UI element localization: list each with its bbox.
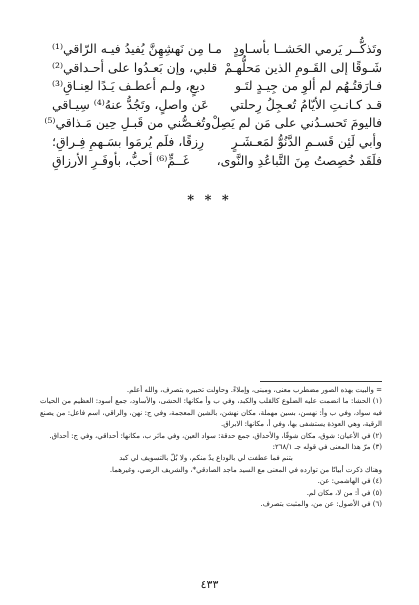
footnote-rule (260, 381, 382, 382)
hemistich-left: قلبي، وإن بَعـدُوا على أحـداقي⁽²⁾ (52, 59, 218, 75)
footnote-6: (٦) في الأصول: عن من، والمثبت بتصرف. (260, 500, 382, 509)
footnote-3: (٣) مرّ هذا المعنى في قوله جـ ٢٦٨/١: (272, 443, 382, 452)
verse-6 (52, 133, 382, 152)
hemistich-right: شَـوقًا إلى القَـومِ الذين مَحلُّهـمْ (224, 59, 382, 75)
footnote-2: (٢) في الأعيان: شوق، مكان شوقًا، والأحداق، جمع حدقة: سواد العين، وفي ماثر ب، مكانها: أحداقي، وفي ج: أحداق. (49, 431, 382, 440)
hemistich-left: ديعٍ، ولـم أعطـف يَـدًا لعِنـاقِ⁽³⁾ (52, 78, 206, 94)
hemistich-right: وأبي لَئِن قَسـمِ الدَّنُوُّ لمَعـشَـرٍ (231, 133, 382, 149)
hemistich-left: غَــمٍّ⁽⁶⁾ أحبُّ، بأوفَـرِ الأرزاقِ (52, 152, 190, 168)
verse-5 (44, 114, 382, 133)
footnote-continuation: = والبيت بهذه الصور مضطرب معنى، ومبنى، وإملاءً. وحاولت تحبيره بتصرف، والله أعلم. (126, 386, 382, 394)
footnote-5: (٥) في أ: من لا، مكان لم. (306, 488, 382, 497)
footnote-3-quoted-verse: بتنم فما عطفت لي بالوداع يدٌ منكم، ولا بُلّ بالتسويف لي كبد (119, 454, 293, 463)
verse-4 (52, 96, 382, 115)
footnote-1: (١) الحشا: ما انضمت عليه الضلوع كالقلب والكبد، وفي ب وأ مكانها: الحشى، والأساود، جمع أسود: العظيم من الحيات فيه سواد، وفي ب وأ: نهسن، بسين مهملة، مكان نهشن، بالشين المعجمة، وفي ج: نهن، والراقي، اسم فاعل: من يصنع الرقية، وهي العوذة يستشفى بها، وفي أ، مكانها: الابراق. (40, 397, 382, 429)
page-number: ٤٣٣ (200, 578, 219, 591)
hemistich-left: مـا مِن نَهشِهِنَّ يُفيدُ فيـه الرّاقي⁽¹⁾ (52, 41, 222, 56)
poem (44, 40, 382, 170)
verse-7 (52, 152, 382, 171)
verse-1 (52, 40, 382, 59)
hemistich-left: رِزقًا، فلَم يُرمَوا بسَـهمِ فِـراقِ؛ (52, 133, 204, 149)
hemistich-left: عَن واصلٍ، وتَجُدُّ عنهُ⁽⁴⁾ سِيـاقي (52, 96, 209, 112)
hemistich-left: وتُغـصُّني من قَبـلِ حِين مَـذاقي⁽⁵⁾ (44, 115, 212, 131)
verse-3 (52, 77, 382, 96)
section-separator-stars: * * * (187, 193, 232, 208)
hemistich-right: فاليومَ تَحسـدُني على مَن لم يَصِلْ (211, 115, 382, 131)
hemistich-right: وتَذكُّــر يَرمي الحَشــا بأسـاودٍ (233, 41, 382, 56)
hemistich-right: فلَقَد خُصِصتُ مِنَ التَّباعُدِ والنَّوى، (216, 152, 382, 168)
hemistich-right: قـد كـانـتِ الأيّامُ تُعـجِلُ رِحلتي (229, 96, 382, 112)
footnotes (40, 385, 382, 510)
footnote-3-continuation: وهناك ذكرت أبياتًا من توارده في المعنى مع السيد ماجد الصادقي*، والشريف الرضي، وغيرهما. (109, 465, 382, 474)
verse-2 (52, 59, 382, 78)
footnote-4: (٤) في الهاشمي: عن. (317, 477, 382, 486)
hemistich-right: فـارَقتُـهُم لم ألوِ من جِيـدٍ لتَـو (234, 78, 382, 94)
